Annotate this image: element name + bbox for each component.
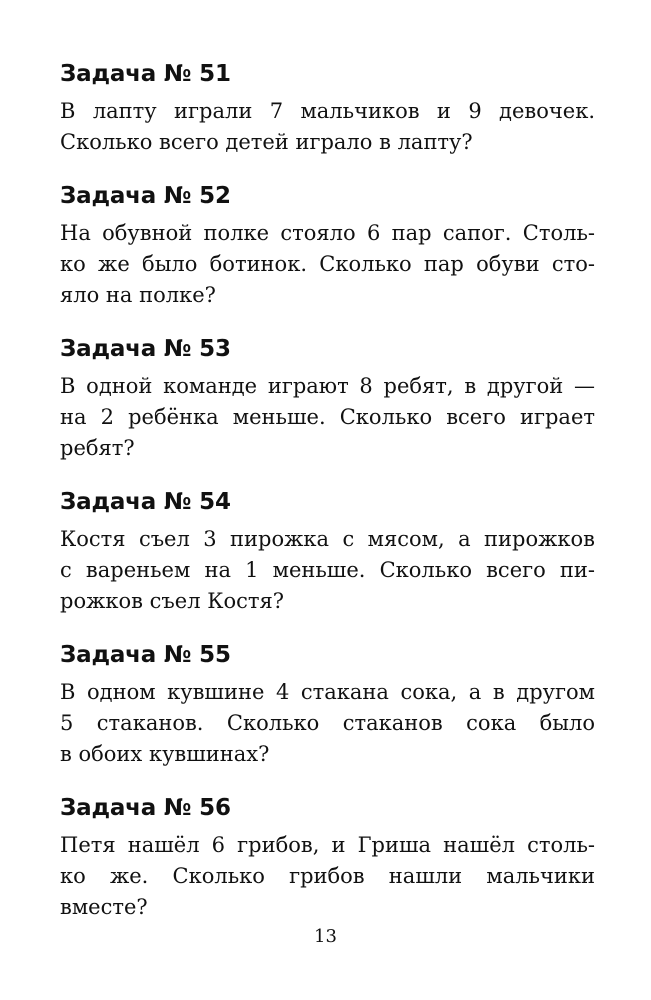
task-text-line: В лапту играли 7 мальчиков и 9 девочек. [60, 99, 595, 123]
task-text [60, 830, 595, 923]
task-text-line: ко же было ботинок. Сколько пар обуви сто- [60, 252, 595, 276]
task-51 [60, 58, 595, 158]
task-text [60, 524, 595, 617]
task-text-line: в обоих кувшинах? [60, 742, 270, 766]
task-56 [60, 792, 595, 923]
task-title: Задача № 56 [60, 795, 231, 821]
task-text [60, 677, 595, 770]
task-54 [60, 486, 595, 617]
task-text-line: В одном кувшине 4 стакана сока, а в другом [60, 680, 595, 704]
task-title: Задача № 55 [60, 642, 231, 668]
task-text-line: Сколько всего детей играло в лапту? [60, 130, 473, 154]
task-text-line: яло на полке? [60, 283, 216, 307]
page-content [60, 58, 595, 945]
task-text-line: ребят? [60, 436, 135, 460]
task-55 [60, 639, 595, 770]
task-text-line: Петя нашёл 6 грибов, и Гриша нашёл столь- [60, 833, 595, 857]
task-title: Задача № 53 [60, 336, 231, 362]
task-text-line: с вареньем на 1 меньше. Сколько всего пи- [60, 558, 595, 582]
page-number: 13 [314, 926, 337, 947]
task-text-line: Костя съел 3 пирожка с мясом, а пирожков [60, 527, 595, 551]
task-text-line: рожков съел Костя? [60, 589, 285, 613]
task-title: Задача № 51 [60, 61, 231, 87]
task-text [60, 96, 595, 158]
task-53 [60, 333, 595, 464]
task-text-line: На обувной полке стояло 6 пар сапог. Столь- [60, 221, 595, 245]
task-title: Задача № 54 [60, 489, 231, 515]
task-text [60, 371, 595, 464]
task-text-line: В одной команде играют 8 ребят, в другой — [60, 374, 595, 398]
task-text-line: ко же. Сколько грибов нашли мальчики [60, 864, 595, 888]
task-title: Задача № 52 [60, 183, 231, 209]
task-text-line: вместе? [60, 895, 148, 919]
task-text-line: 5 стаканов. Сколько стаканов сока было [60, 711, 595, 735]
task-text-line: на 2 ребёнка меньше. Сколько всего играет [60, 405, 595, 429]
task-52 [60, 180, 595, 311]
task-text [60, 218, 595, 311]
